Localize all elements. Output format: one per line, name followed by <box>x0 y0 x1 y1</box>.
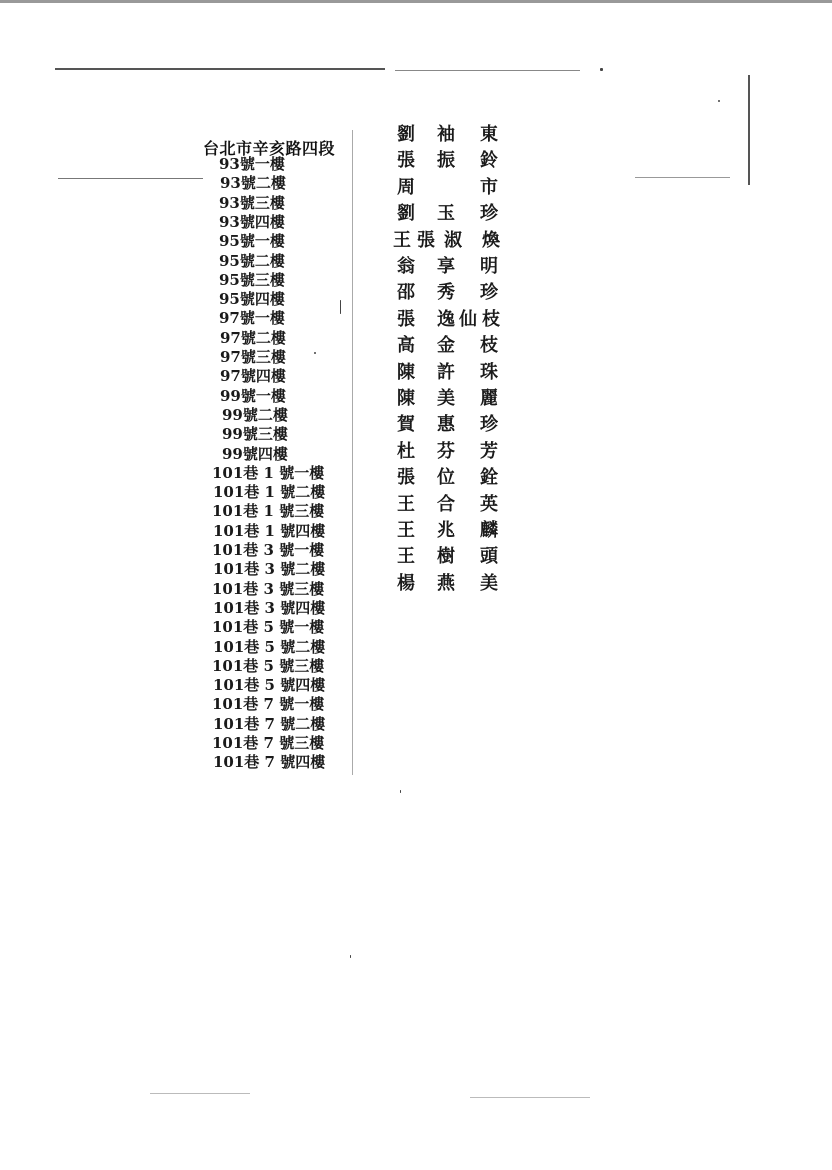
name-character: 枝 <box>480 335 498 357</box>
scan-speck <box>718 100 720 102</box>
address-row: 95號三樓 <box>219 270 285 289</box>
name-character: 淑 <box>444 229 462 251</box>
address-row: 99號一樓 <box>220 386 286 405</box>
name-character: 銓 <box>480 467 498 489</box>
scan-rule-bottom <box>150 1093 250 1094</box>
name-row <box>385 492 510 518</box>
name-character: 享 <box>437 256 455 277</box>
name-character: 樹 <box>437 546 455 568</box>
name-row <box>385 386 510 412</box>
scan-speck <box>600 68 603 71</box>
name-character: 枝 <box>482 308 500 330</box>
address-row: 101巷 1 號三樓 <box>212 502 325 521</box>
address-row: 93號三樓 <box>219 193 285 212</box>
name-row <box>385 201 510 227</box>
name-character: 翁 <box>397 256 415 277</box>
address-row: 95號一樓 <box>219 232 285 251</box>
address-row: 93號一樓 <box>219 155 285 173</box>
address-row: 101巷 7 號三樓 <box>212 734 325 752</box>
name-character: 珠 <box>480 361 498 383</box>
name-character: 金 <box>437 335 455 357</box>
address-row: 97號四樓 <box>220 367 286 386</box>
address-row: 97號二樓 <box>220 328 286 347</box>
name-character: 美 <box>480 572 498 594</box>
name-character: 高 <box>397 335 415 357</box>
address-row: 101巷 7 號四樓 <box>213 753 326 772</box>
name-character: 市 <box>480 176 498 198</box>
name-character: 麟 <box>480 520 498 541</box>
scan-rule-mid-left <box>58 178 203 179</box>
address-row: 101巷 3 號一樓 <box>212 541 325 559</box>
name-character: 秀 <box>437 282 455 304</box>
name-character: 逸 <box>437 308 455 330</box>
name-character: 邵 <box>397 282 415 304</box>
name-character: 燕 <box>437 572 455 594</box>
name-character: 頭 <box>480 546 498 568</box>
name-character: 位 <box>437 467 455 489</box>
address-row: 97號三樓 <box>220 348 286 366</box>
name-character: 玉 <box>437 203 455 225</box>
address-row: 101巷 3 號四樓 <box>213 598 326 617</box>
address-row: 101巷 7 號一樓 <box>212 695 325 714</box>
name-row <box>385 465 510 491</box>
name-character: 許 <box>437 361 455 383</box>
scan-bracket-right <box>748 75 750 185</box>
name-row <box>385 307 510 333</box>
name-character: 芬 <box>437 440 455 462</box>
address-row: 101巷 1 號一樓 <box>212 463 325 482</box>
name-row <box>385 360 510 386</box>
name-character: 明 <box>480 256 498 277</box>
name-row <box>385 280 510 306</box>
name-character: 珍 <box>480 414 498 436</box>
name-character: 賀 <box>397 414 415 436</box>
name-character: 袖 <box>437 124 455 145</box>
address-row: 101巷 5 號四樓 <box>213 676 326 695</box>
name-row <box>385 175 510 201</box>
name-character: 張 <box>417 229 435 251</box>
address-row: 97號一樓 <box>219 309 285 328</box>
name-row <box>385 412 510 438</box>
name-character: 陳 <box>397 388 415 409</box>
name-character: 劉 <box>397 124 415 145</box>
name-character: 張 <box>397 308 415 330</box>
address-row: 99號四樓 <box>222 444 288 463</box>
name-character: 鈴 <box>480 150 498 172</box>
address-row: 95號四樓 <box>219 290 285 309</box>
name-row <box>385 228 510 254</box>
scan-rule-bottom <box>470 1097 590 1098</box>
name-character: 振 <box>437 150 455 172</box>
scan-rule-top-right <box>395 70 580 71</box>
address-row: 93號四樓 <box>219 212 285 231</box>
scan-speck <box>400 790 401 793</box>
document-title: 台北市辛亥路四段 <box>203 139 336 158</box>
name-character: 王 <box>397 546 415 568</box>
name-character: 珍 <box>480 203 498 225</box>
address-row: 93號二樓 <box>220 174 286 193</box>
name-character: 杜 <box>397 440 415 462</box>
address-row: 101巷 3 號三樓 <box>212 579 325 598</box>
name-character: 美 <box>437 388 455 409</box>
address-row: 101巷 1 號四樓 <box>213 521 326 540</box>
name-character: 張 <box>397 467 415 489</box>
scan-top-edge <box>0 0 832 3</box>
name-character: 王 <box>397 493 415 515</box>
name-character: 珍 <box>480 282 498 304</box>
address-row: 95號二樓 <box>219 251 285 270</box>
scan-speck <box>350 955 351 958</box>
name-character: 惠 <box>437 414 455 436</box>
name-character: 兆 <box>437 520 455 541</box>
name-character: 合 <box>437 493 455 515</box>
name-row <box>385 254 510 280</box>
address-row: 101巷 7 號二樓 <box>213 714 326 733</box>
address-row: 99號二樓 <box>222 405 288 424</box>
name-character: 周 <box>397 176 415 198</box>
name-character: 王 <box>393 229 411 251</box>
name-character: 麗 <box>480 388 498 409</box>
scan-rule-top <box>55 68 385 70</box>
name-row <box>385 148 510 174</box>
name-character: 東 <box>480 124 498 145</box>
name-character: 英 <box>480 493 498 515</box>
address-row: 101巷 5 號二樓 <box>213 637 326 656</box>
address-row: 99號三樓 <box>222 425 288 444</box>
scan-speck <box>340 300 341 314</box>
address-row: 101巷 3 號二樓 <box>213 560 326 579</box>
address-row: 101巷 5 號一樓 <box>212 618 325 637</box>
scan-column-divider <box>352 130 353 775</box>
name-character: 楊 <box>397 572 415 594</box>
name-character: 煥 <box>482 229 500 251</box>
name-character: 張 <box>397 150 415 172</box>
name-row <box>385 571 510 597</box>
name-character: 芳 <box>480 440 498 462</box>
name-character: 王 <box>397 520 415 541</box>
name-row <box>385 122 510 148</box>
name-row <box>385 518 510 544</box>
name-row <box>385 333 510 359</box>
name-character: 仙 <box>459 308 477 330</box>
name-character: 劉 <box>397 203 415 225</box>
address-row: 101巷 5 號三樓 <box>212 656 325 675</box>
name-row <box>385 439 510 465</box>
scan-speck <box>314 352 316 354</box>
name-row <box>385 544 510 570</box>
address-row: 101巷 1 號二樓 <box>213 483 326 502</box>
scan-rule-mid-right <box>635 177 730 178</box>
name-character: 陳 <box>397 361 415 383</box>
